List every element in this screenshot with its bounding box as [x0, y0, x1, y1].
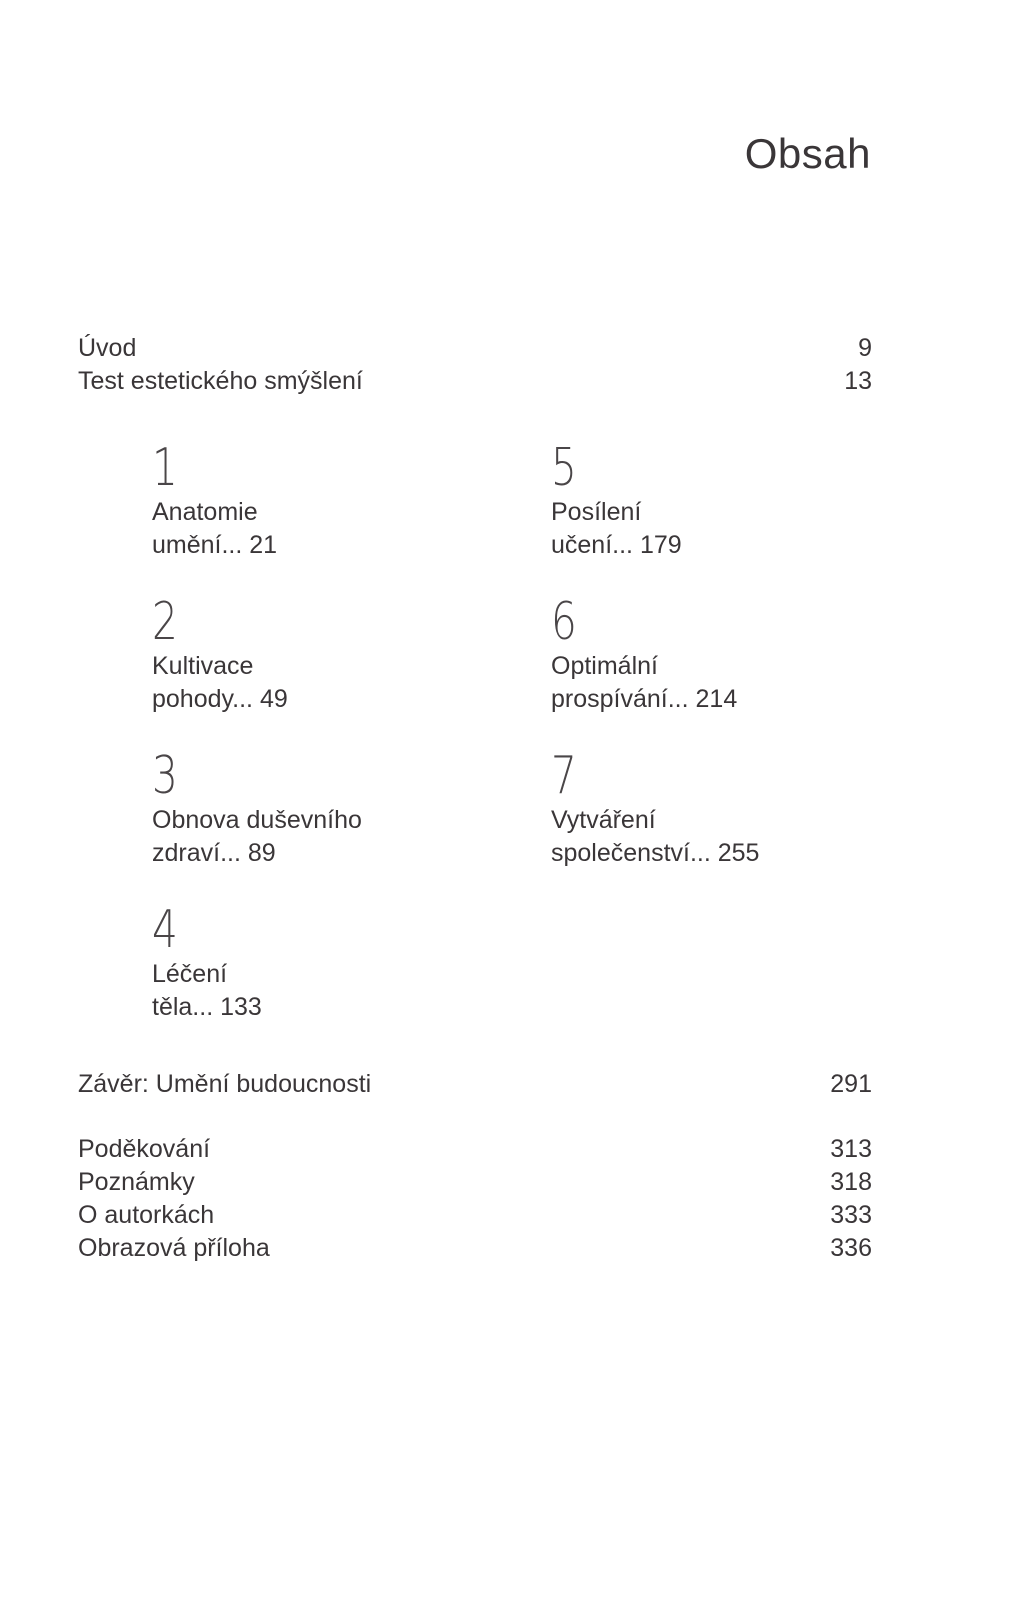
- chapter-number: 6: [551, 592, 577, 652]
- toc-entry-label: O autorkách: [78, 1201, 215, 1229]
- chapter-title: Posílení: [551, 498, 642, 526]
- chapter-title-page: zdraví... 89: [152, 839, 276, 867]
- chapter-title-page: umění... 21: [152, 531, 278, 559]
- toc-entry-label: Obrazová příloha: [78, 1234, 270, 1262]
- chapter-title: Kultivace: [152, 652, 254, 680]
- toc-entry-notes: [78, 1165, 872, 1199]
- toc-entry-label: Úvod: [78, 334, 137, 362]
- chapter-title-page: společenství... 255: [551, 839, 760, 867]
- chapter-title-page: těla... 133: [152, 993, 262, 1021]
- toc-entry-page: 313: [830, 1135, 872, 1163]
- toc-entry-conclusion: [78, 1067, 872, 1101]
- toc-entry-label: Test estetického smýšlení: [78, 367, 363, 395]
- chapter-number: 2: [152, 592, 178, 652]
- chapter-entry-7: [551, 748, 881, 870]
- toc-entry-authors: [78, 1198, 872, 1232]
- chapter-entry-3: [152, 748, 482, 870]
- chapter-entry-5: [551, 440, 881, 562]
- chapter-title: Vytváření: [551, 806, 656, 834]
- chapter-entry-2: [152, 594, 482, 716]
- chapter-number: 4: [152, 900, 178, 960]
- chapter-title: Obnova duševního: [152, 806, 362, 834]
- chapter-title: Anatomie: [152, 498, 258, 526]
- chapter-title: Optimální: [551, 652, 658, 680]
- chapter-number: 3: [152, 746, 178, 806]
- page-title: Obsah: [744, 130, 871, 177]
- toc-entry-page: 13: [844, 367, 872, 395]
- toc-entry-label: Závěr: Umění budoucnosti: [78, 1070, 372, 1098]
- chapter-title-page: prospívání... 214: [551, 685, 738, 713]
- toc-entry-label: Poděkování: [78, 1135, 211, 1163]
- chapter-number: 5: [551, 438, 577, 498]
- chapter-title-page: pohody... 49: [152, 685, 288, 713]
- chapter-entry-6: [551, 594, 881, 716]
- toc-entry-page: 291: [830, 1070, 872, 1098]
- toc-entry-page: 333: [830, 1201, 872, 1229]
- chapter-title-page: učení... 179: [551, 531, 682, 559]
- toc-entry-page: 9: [858, 334, 872, 362]
- chapter-number: 1: [152, 438, 178, 498]
- toc-entry-image-appendix: [78, 1231, 872, 1265]
- chapter-title: Léčení: [152, 960, 228, 988]
- toc-entry-label: Poznámky: [78, 1168, 195, 1196]
- chapter-entry-1: [152, 440, 482, 562]
- toc-entry-test: [78, 364, 872, 398]
- chapter-entry-4: [152, 902, 482, 1024]
- chapter-number: 7: [551, 746, 577, 806]
- toc-entry-page: 318: [830, 1168, 872, 1196]
- toc-entry-acknowledgements: [78, 1132, 872, 1166]
- toc-entry-page: 336: [830, 1234, 872, 1262]
- toc-entry-intro: [78, 331, 872, 365]
